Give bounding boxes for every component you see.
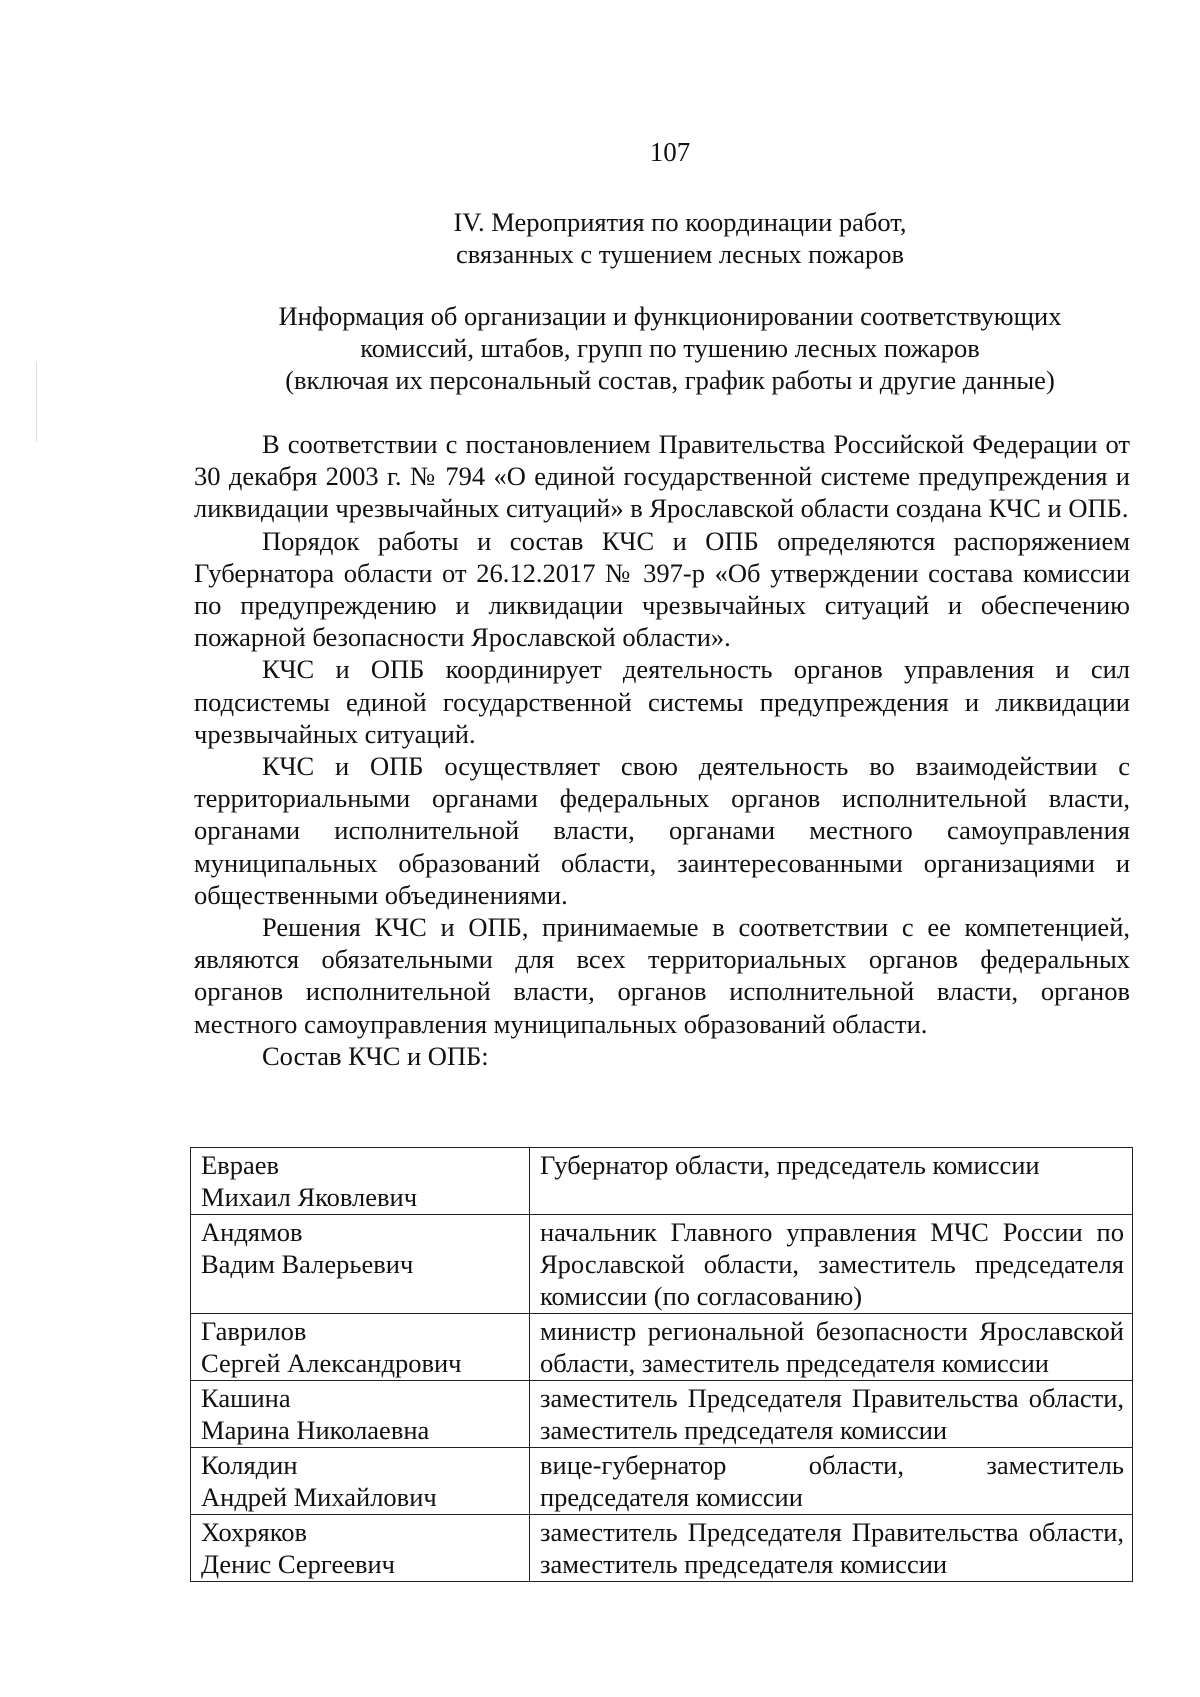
member-name-cell — [191, 1148, 530, 1215]
member-role: заместитель Председателя Правительства области, заместитель председателя комиссии — [530, 1515, 1133, 1582]
member-surname: Колядин — [201, 1450, 298, 1480]
table-row — [191, 1515, 1133, 1582]
page-number: 107 — [649, 137, 691, 167]
info-heading-line: (включая их персональный состав, график работы и другие данные) — [285, 365, 1055, 395]
table-row — [191, 1381, 1133, 1448]
member-name-cell — [191, 1515, 530, 1582]
paragraph: КЧС и ОПБ осуществляет свою деятельность во взаимодействии с территориальными органами федеральных органов исполнительной власти, органами исполнительной власти, органами местного самоуправления муниципальных образований области, заинтересованными организациями и общественными объединениями. — [194, 751, 1130, 910]
scan-edge-mark — [36, 362, 37, 442]
member-surname: Кашина — [201, 1383, 291, 1413]
member-given-name: Марина Николаевна — [201, 1415, 430, 1445]
member-role: начальник Главного управления МЧС России по Ярославской области, заместитель председателя комиссии (по согласованию) — [530, 1215, 1133, 1314]
table-row — [191, 1148, 1133, 1215]
members-table — [190, 1147, 1133, 1582]
member-given-name: Сергей Александрович — [201, 1348, 462, 1378]
composition-label: Состав КЧС и ОПБ: — [262, 1040, 489, 1071]
table-row — [191, 1314, 1133, 1381]
member-role: Губернатор области, председатель комиссии — [530, 1148, 1133, 1215]
member-role: министр региональной безопасности Ярославской области, заместитель председателя комиссии — [530, 1314, 1133, 1381]
member-role: вице-губернатор области, заместитель председателя комиссии — [530, 1448, 1133, 1515]
table-row — [191, 1215, 1133, 1314]
member-surname: Евраев — [201, 1150, 279, 1180]
member-given-name: Михаил Яковлевич — [201, 1182, 418, 1212]
member-surname: Андямов — [201, 1217, 303, 1247]
body-text — [194, 428, 1130, 1072]
section-title-line: IV. Мероприятия по координации работ, — [453, 207, 907, 237]
table-row — [191, 1448, 1133, 1515]
section-title — [200, 206, 1160, 270]
member-name-cell — [191, 1381, 530, 1448]
info-heading — [190, 300, 1150, 396]
paragraph: В соответствии с постановлением Правительства Российской Федерации от 30 декабря 2003 г. № 794 «О единой государственной системе предупреждения и ликвидации чрезвычайных ситуаций» в Ярославской области создана КЧС и ОПБ. — [194, 429, 1130, 524]
paragraph: Порядок работы и состав КЧС и ОПБ определяются распоряжением Губернатора области от 26.12.2017 № 397-р «Об утверждении состава комиссии по предупреждению и ликвидации чрезвычайных ситуаций и обеспечению пожарной безопасности Ярославской области». — [194, 525, 1130, 653]
info-heading-line: Информация об организации и функционировании соответствующих — [278, 301, 1062, 331]
member-name-cell — [191, 1314, 530, 1381]
info-heading-line: комиссий, штабов, групп по тушению лесных пожаров — [360, 333, 980, 363]
member-role: заместитель Председателя Правительства области, заместитель председателя комиссии — [530, 1381, 1133, 1448]
paragraph: Решения КЧС и ОПБ, принимаемые в соответствии с ее компетенцией, являются обязательными для всех территориальных органов федеральных органов исполнительной власти, органов исполнительной власти, органов местного самоуправления муниципальных образований области. — [194, 912, 1130, 1039]
member-given-name: Денис Сергеевич — [201, 1549, 395, 1579]
member-surname: Хохряков — [201, 1517, 308, 1547]
member-given-name: Вадим Валерьевич — [201, 1249, 414, 1279]
member-name-cell — [191, 1448, 530, 1515]
section-title-line: связанных с тушением лесных пожаров — [455, 239, 905, 269]
paragraph: КЧС и ОПБ координирует деятельность органов управления и сил подсистемы единой государственной системы предупреждения и ликвидации чрезвычайных ситуаций. — [194, 654, 1130, 749]
member-given-name: Андрей Михайлович — [201, 1482, 437, 1512]
member-name-cell — [191, 1215, 530, 1314]
member-surname: Гаврилов — [201, 1316, 307, 1346]
